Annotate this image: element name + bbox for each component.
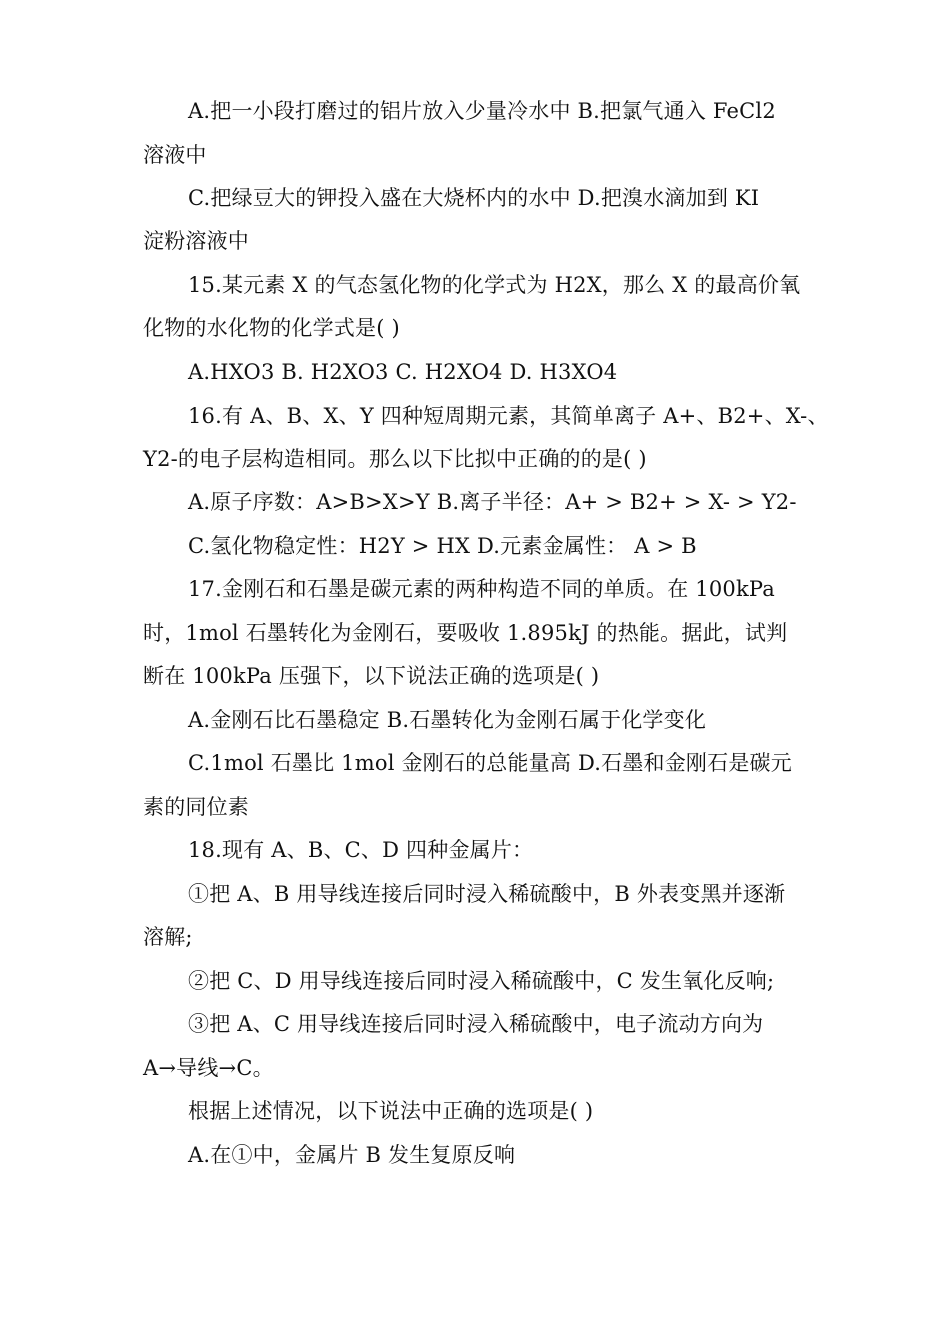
text-line: A.在①中，金属片 B 发生复原反响: [188, 1143, 516, 1167]
text-line: A.原子序数：A>B>X>Y B.离子半径：A+ > B2+ > X- > Y2-: [188, 490, 797, 514]
text-line: 溶解;: [143, 925, 193, 949]
text-line: A.HXO3 B. H2XO3 C. H2XO4 D. H3XO4: [188, 360, 618, 384]
text-line: 时，1mol 石墨转化为金刚石，要吸收 1.895kJ 的热能。据此，试判: [143, 621, 788, 645]
text-line: ②把 C、D 用导线连接后同时浸入稀硫酸中，C 发生氧化反响;: [188, 969, 775, 993]
text-line: C.把绿豆大的钾投入盛在大烧杯内的水中 D.把溴水滴加到 KI: [188, 186, 760, 210]
text-line: A.把一小段打磨过的铝片放入少量冷水中 B.把氯气通入 FeCl2: [188, 99, 776, 123]
text-line: Y2-的电子层构造相同。那么以下比拟中正确的的是( ): [143, 447, 647, 471]
text-line: 溶液中: [143, 143, 207, 167]
text-line: 根据上述情况，以下说法中正确的选项是( ): [188, 1099, 594, 1123]
text-line: 15.某元素 X 的气态氢化物的化学式为 H2X，那么 X 的最高价氧: [188, 273, 801, 297]
text-line: 淀粉溶液中: [143, 229, 249, 253]
text-line: C.氢化物稳定性：H2Y > HX D.元素金属性： A > B: [188, 534, 697, 558]
text-line: 18.现有 A、B、C、D 四种金属片：: [188, 838, 534, 862]
text-line: 化物的水化物的化学式是( ): [143, 316, 400, 340]
text-line: A.金刚石比石墨稳定 B.石墨转化为金刚石属于化学变化: [188, 708, 707, 732]
text-line: ③把 A、C 用导线连接后同时浸入稀硫酸中，电子流动方向为: [188, 1012, 764, 1036]
text-line: ①把 A、B 用导线连接后同时浸入稀硫酸中，B 外表变黑并逐渐: [188, 882, 786, 906]
text-line: A→导线→C。: [143, 1056, 274, 1080]
text-line: 16.有 A、B、X、Y 四种短周期元素，其简单离子 A+、B2+、X-、: [188, 404, 829, 428]
text-line: 素的同位素: [143, 795, 249, 819]
text-line: 断在 100kPa 压强下，以下说法正确的选项是( ): [143, 664, 600, 688]
text-line: C.1mol 石墨比 1mol 金刚石的总能量高 D.石墨和金刚石是碳元: [188, 751, 792, 775]
text-line: 17.金刚石和石墨是碳元素的两种构造不同的单质。在 100kPa: [188, 577, 775, 601]
